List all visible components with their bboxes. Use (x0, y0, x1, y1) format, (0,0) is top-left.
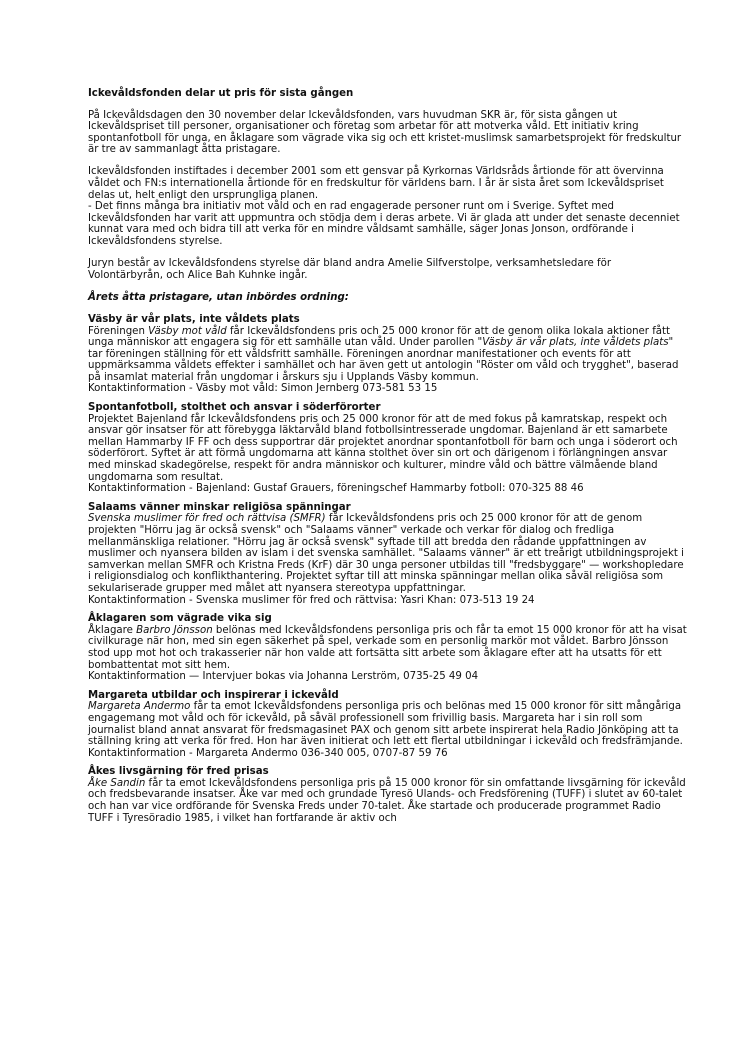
section-body: Föreningen Väsby mot våld får Ickevåldsfondens pris och 25 000 kronor för att de genom olika lokala aktioner fått unga människor att engagera sig för ett samhälle utan våld. Under parollen "Väsby är vår plats, inte våldets plats" tar föreningen ställning för ett våldsfritt samhälle. Föreningen anordnar manifestationer och events för att uppmärksamma våldets effekter i samhället och har även gett ut antologin "Röster om våld och trygghet", baserad på insamlat material från ungdomar i årskurs sju i Upplands Väsby kommun. (88, 325, 679, 383)
section-contact: Kontaktinformation - Margareta Andermo 036-340 005, 0707-87 59 76 (88, 747, 448, 759)
section-contact: Kontaktinformation - Bajenland: Gustaf Grauers, föreningschef Hammarby fotboll: 070-325 88 46 (88, 483, 584, 495)
quote-paragraph: - Det finns många bra initiativ mot våld och en rad engagerade personer runt om i Sverige. Syftet med Ickevåldsfonden har varit att uppmuntra och stödja dem i deras arbete. Vi är glada att under det senaste decenniet kunnat vara med och bidra till att verka för en mindre våldsamt samhälle, säger Jonas Jonson, ordförande i Ickevåldsfondens styrelse. (88, 201, 680, 248)
section-contact: Kontaktinformation - Svenska muslimer för fred och rättvisa: Yasri Khan: 073-513 19 24 (88, 594, 535, 606)
section-heading: Åklagaren som vägrade vika sig (88, 613, 272, 625)
section-heading: Åkes livsgärning för fred prisas (88, 766, 269, 778)
document-page (88, 88, 688, 831)
section-heading: Margareta utbildar och inspirerar i ickevåld (88, 689, 339, 701)
section-body: Projektet Bajenland får Ickevåldsfondens pris och 25 000 kronor för att de med fokus på kamratskap, respekt och ansvar gör insatser för att förebygga läktarvåld bland fotbollsintresserade ungdomar. Bajenland är ett samarbete mellan Hammarby IF FF och dess supportrar där projektet anordnar spontanfotboll för barn och unga i söderort och söderförort. Syftet är att förmå ungdomarna att känna stolthet över sin ort och därigenom i förlängningen ansvar med minskad skadegörelse, respekt för andra människor och kulturer, mindre våld och bättre välmående bland ungdomarna som resultat. (88, 413, 678, 483)
section-body: Margareta Andermo får ta emot Ickevåldsfondens personliga pris och belönas med 15 000 kronor för sitt mångåriga engagemang mot våld och för ickevåld, på såväl professionell som frivillig basis. Margareta har i sin roll som journalist bland annat ansvarat för fredsmagasinet PAX och genom sitt arbete inspirerat hela Radio Jönköping att ta ställning kring att verka för fred. Hon har även initierat och lett ett flertal utbildningar i ickevåld och fredsfrämjande. (88, 701, 683, 748)
section-heading: Väsby är vår plats, inte våldets plats (88, 313, 300, 325)
section-bajenland (88, 402, 688, 495)
section-heading: Salaams vänner minskar religiösa spänningar (88, 501, 351, 513)
section-body: Svenska muslimer för fred och rättvisa (SMFR) får Ickevåldsfondens pris och 25 000 kronor för att de genom projekten "Hörru jag är också svensk" och "Salaams vänner" verkade och verkar för dialog och fredliga mellanmänskliga relationer. "Hörru jag är också svensk" syftade till att bredda den rådande uppfattningen av muslimer och nyansera bilden av islam i det svenska samhället. "Salaams vänner" är ett treårigt utbildningsprojekt i samverkan mellan SMFR och Kristna Freds (KrF) där 30 unga personer utbildas till "fredsbyggare" — workshopledare i religionsdialog och konflikthantering. Projektet syftar till att minska spänningar mellan olika såväl religiösa som sekulariserade grupper med målet att nyansera stereotypa uppfattningar. (88, 513, 684, 594)
section-vasby (88, 314, 688, 395)
section-ake (88, 766, 688, 824)
jury-paragraph: Juryn består av Ickevåldsfondens styrelse där bland andra Amelie Silfverstolpe, verksamhetsledare för Volontärbyrån, och Alice Bah Kuhnke ingår. (88, 258, 612, 281)
section-body: Åklagare Barbro Jönsson belönas med Ickevåldsfondens personliga pris och får ta emot 15 000 kronor för att ha visat civilkurage när hon, med sin egen säkerhet på spel, verkade som en personlig markör mot våldet. Barbro Jönsson stod upp mot hot och trakasserier när hon valde att fortsätta sitt arbete som åklagare efter att ha utsatts för ett bombattentat mot sitt hem. (88, 624, 687, 671)
section-salaam (88, 502, 688, 606)
section-heading: Spontanfotboll, stolthet och ansvar i söderförorter (88, 402, 381, 414)
intro-paragraph-2: Ickevåldsfonden instiftades i december 2001 som ett gensvar på Kyrkornas Världsråds årtionde för att övervinna våldet och FN:s internationella årtionde för en fredskultur för världens barn. I år är sista året som Ickevåldspriset delas ut, helt enligt den ursprungliga planen. - Det finns många bra initiativ mot våld och en rad engagerade personer runt om i Sverige. Syftet med Ickevåldsfonden har varit att uppmuntra och stödja dem i deras arbete. Vi är glada att under det senaste decenniet kunnat vara med och bidra till att verka för en mindre våldsamt samhälle, säger Jonas Jonson, ordförande i Ickevåldsfondens styrelse. (88, 166, 680, 248)
section-contact: Kontaktinformation — Intervjuer bokas via Johanna Lerström, 0735-25 49 04 (88, 671, 479, 683)
section-margareta (88, 690, 688, 760)
section-body: Åke Sandin får ta emot Ickevåldsfondens personliga pris på 15 000 kronor för sin omfattande livsgärning för ickevåld och fredsbevarande insatser. Åke var med och grundade Tyresö Ulands- och Fredsförening (TUFF) i slutet av 60-talet och han var vice ordförande för Svenska Freds under 70-talet. Åke startade och producerade programmet Radio TUFF i Tyresöradio 1985, i vilket han fortfarande är aktiv och (88, 777, 686, 824)
winners-subheading: Årets åtta pristagare, utan inbördes ordning: (88, 291, 349, 303)
document-title: Ickevåldsfonden delar ut pris för sista gången (88, 88, 354, 99)
section-contact: Kontaktinformation - Väsby mot våld: Simon Jernberg 073-581 53 15 (88, 383, 438, 395)
section-aklagaren (88, 613, 688, 683)
intro-paragraph-1: På Ickevåldsdagen den 30 november delar Ickevåldsfonden, vars huvudman SKR är, för sista gången ut Ickevåldspriset till personer, organisationer och företag som arbetar för att motverka våld. Ett initiativ kring spontanfotboll för unga, en åklagare som vägrade vika sig och ett kristet-muslimsk samarbetsprojekt för fredskultur är tre av sammanlagt åtta pristagare. (88, 109, 682, 156)
